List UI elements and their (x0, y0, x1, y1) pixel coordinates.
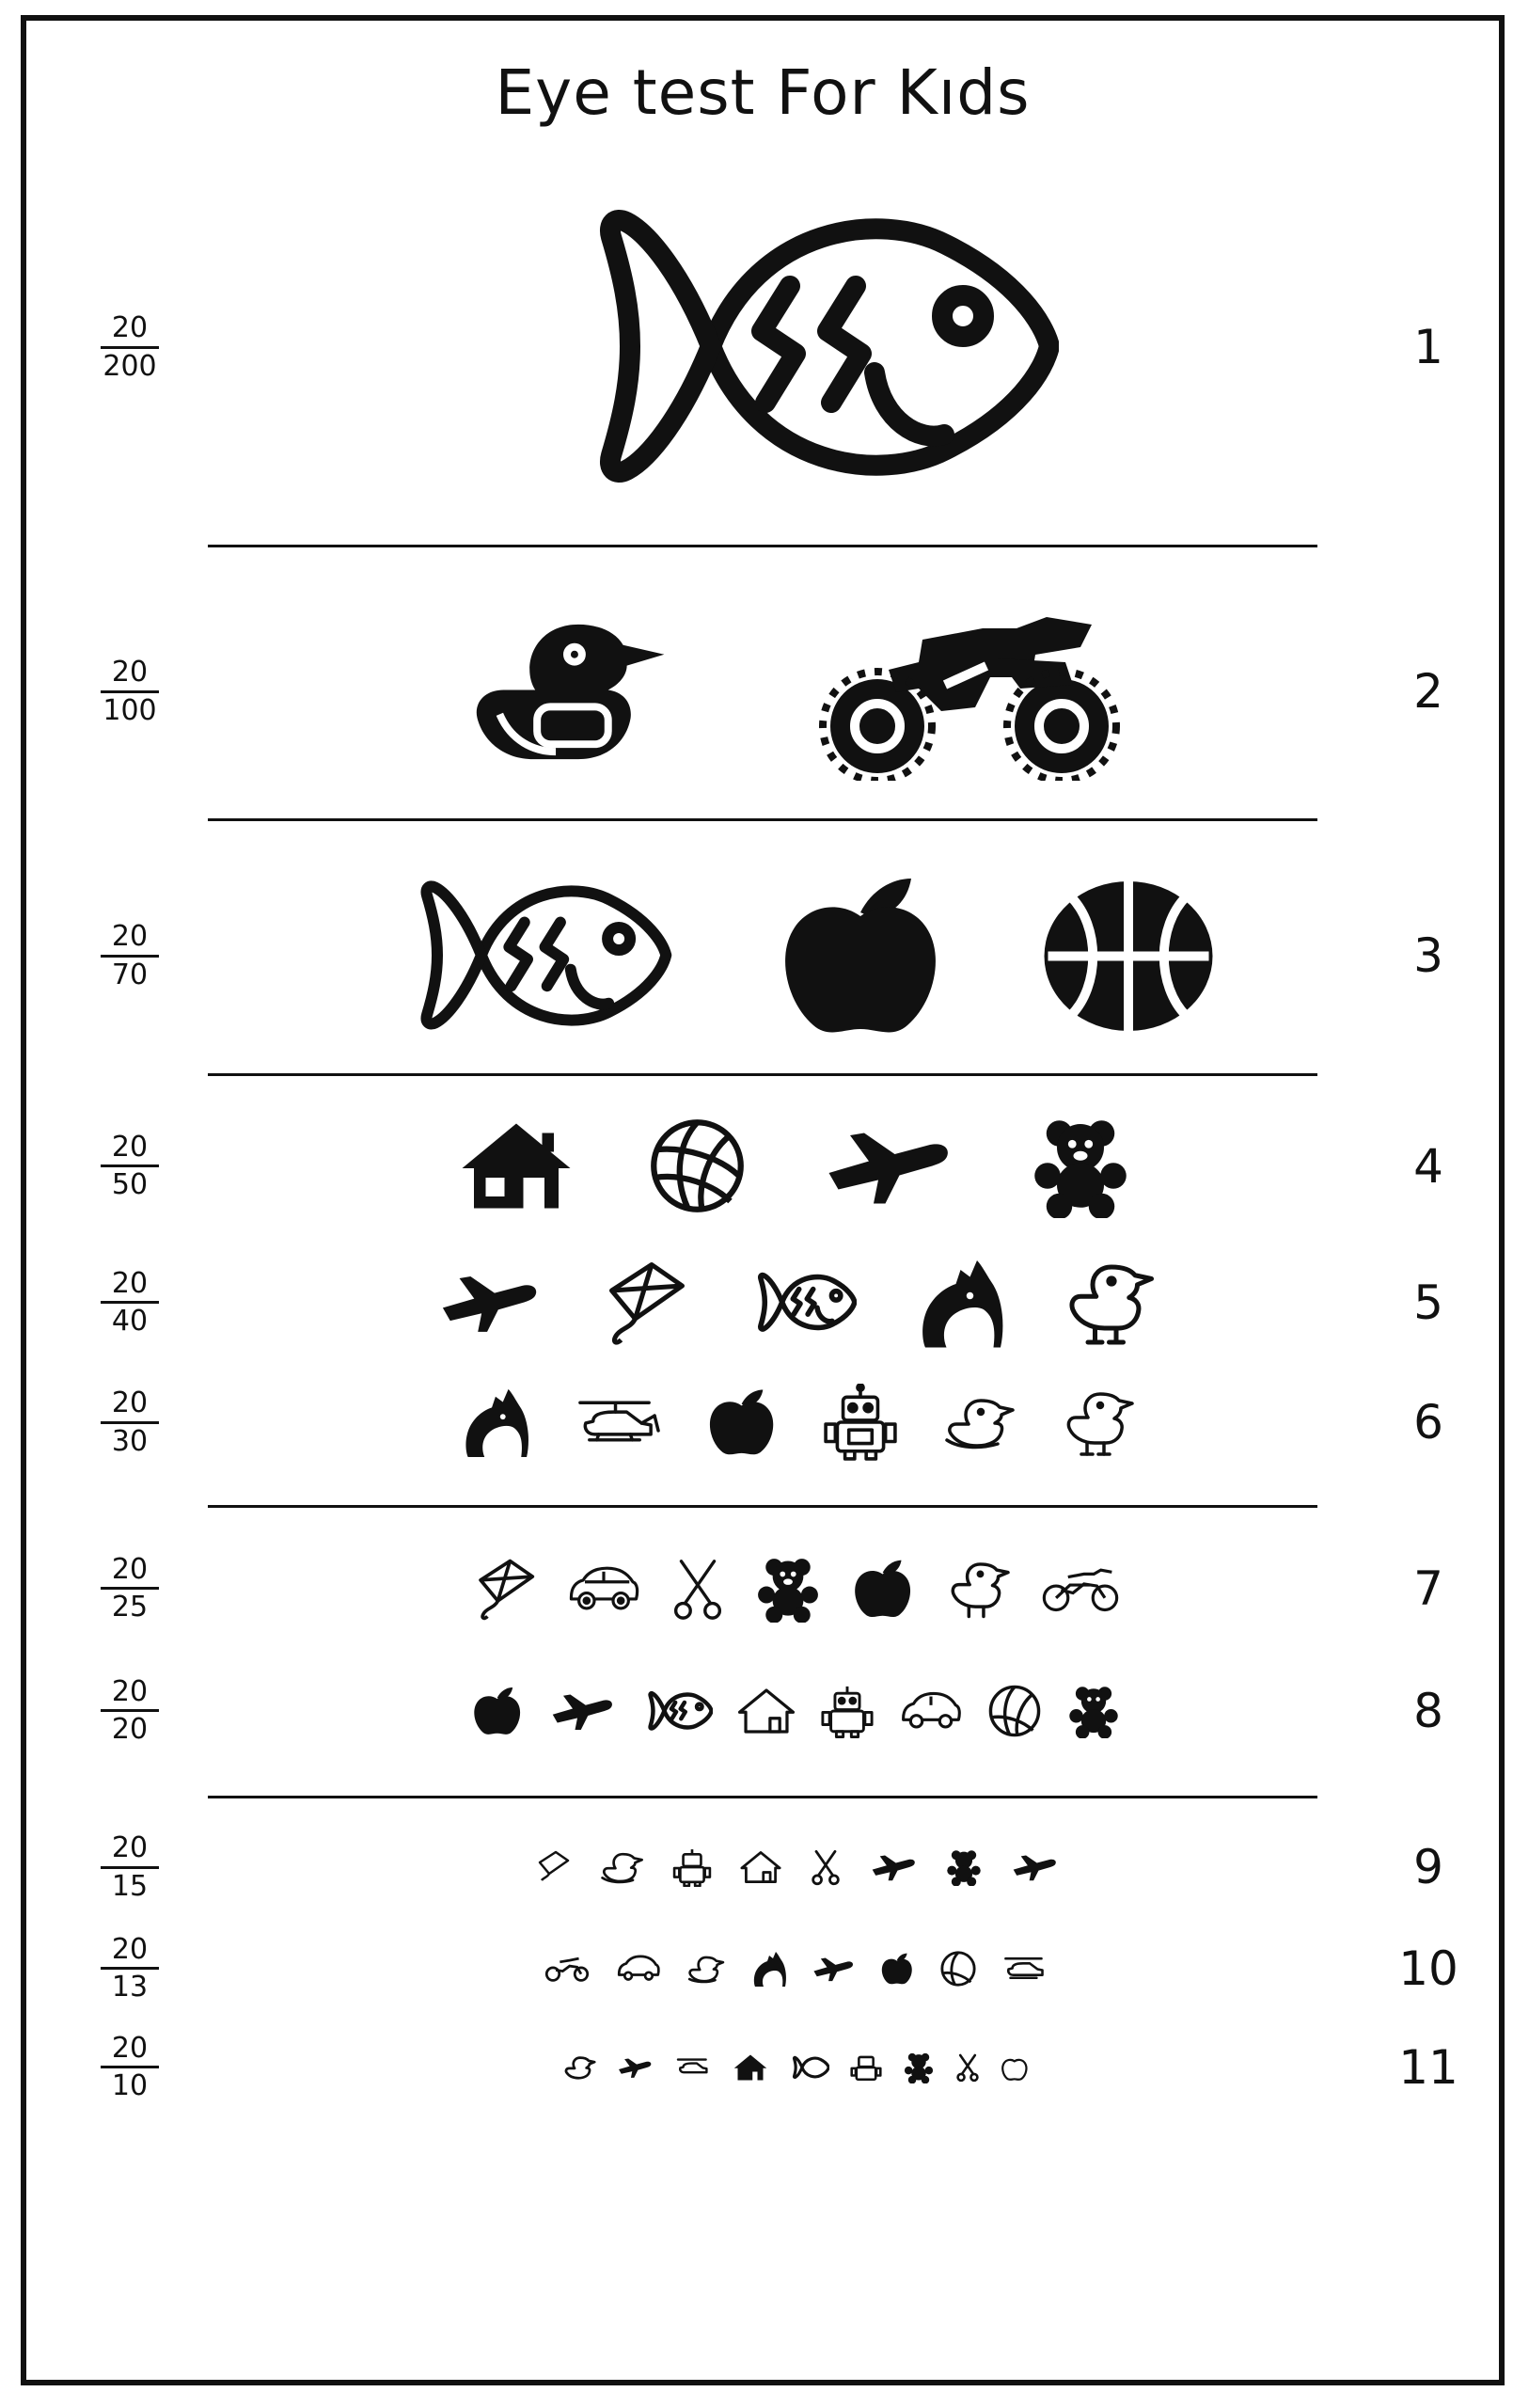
duck-icon (941, 1393, 1017, 1451)
eye-chart-body (26, 21, 1499, 2380)
house-icon (737, 1685, 796, 1737)
scissors-icon (670, 1556, 726, 1622)
line-number-3: 3 (1413, 928, 1443, 983)
airplane-icon (617, 2055, 653, 2080)
fraction-bar (101, 2066, 159, 2068)
kite-icon (533, 1848, 571, 1886)
chart-row-6 (26, 1366, 1499, 1479)
chart-row-11 (26, 2018, 1499, 2116)
line-number-10: 10 (1398, 1941, 1458, 1996)
acuity-denominator: 70 (111, 958, 149, 991)
airplane-icon (437, 1267, 541, 1338)
duck-icon (599, 1849, 644, 1885)
acuity-denominator: 25 (111, 1591, 149, 1624)
acuity-denominator: 15 (111, 1869, 149, 1903)
line-number-9: 9 (1413, 1840, 1443, 1894)
car-icon (616, 1952, 661, 1986)
volleyball-icon (987, 1684, 1042, 1738)
acuity-denominator: 50 (111, 1168, 149, 1201)
car-icon (566, 1560, 641, 1617)
horse-icon (749, 1950, 787, 1988)
optotype-group-8 (233, 1684, 1358, 1738)
acuity-denominator: 10 (111, 2069, 149, 2102)
scissors-icon (955, 2052, 980, 2083)
apple-icon (772, 871, 951, 1040)
line-number-8: 8 (1413, 1683, 1443, 1738)
airplane-icon (812, 1954, 855, 1984)
acuity-label-1 (26, 313, 233, 381)
acuity-label-4 (26, 1130, 233, 1201)
chart-row-3 (26, 838, 1499, 1073)
acuity-label-11 (26, 2031, 233, 2102)
acuity-numerator: 20 (111, 1266, 149, 1300)
acuity-denominator: 30 (111, 1424, 149, 1458)
eye-chart-frame (21, 15, 1505, 2385)
chart-row-10 (26, 1919, 1499, 2018)
optotype-group-5 (233, 1256, 1358, 1350)
chart-row-9 (26, 1815, 1499, 1919)
chart-rows (26, 150, 1499, 2116)
page-title: Eye test For Kıds (495, 56, 1031, 129)
optotype-group-2 (233, 602, 1358, 781)
duck-icon (686, 1953, 725, 1985)
teddy-bear-icon (1029, 1115, 1132, 1218)
fraction-bar (101, 1866, 159, 1869)
acuity-numerator: 20 (111, 1674, 149, 1708)
fraction-bar (101, 1587, 159, 1590)
apple-icon (470, 1685, 525, 1737)
robot-icon (850, 2052, 882, 2083)
robot-icon (822, 1384, 899, 1461)
teddy-bear-icon (945, 1848, 983, 1886)
chart-row-8 (26, 1652, 1499, 1769)
chart-row-5 (26, 1239, 1499, 1366)
fish-icon (639, 1688, 713, 1734)
robot-icon (672, 1847, 712, 1887)
acuity-denominator: 20 (111, 1713, 149, 1746)
duck-icon (562, 2054, 596, 2081)
fraction-bar (101, 1301, 159, 1304)
line-number-1: 1 (1413, 320, 1443, 374)
motorcycle-icon (1038, 1562, 1123, 1615)
fraction-bar (101, 1164, 159, 1167)
optotype-group-11 (233, 2052, 1358, 2083)
acuity-label-3 (26, 922, 233, 990)
optotype-group-10 (233, 1950, 1358, 1988)
acuity-numerator: 20 (111, 1386, 149, 1419)
motorcycle-icon (543, 1954, 591, 1984)
acuity-label-9 (26, 1833, 233, 1901)
acuity-label-6 (26, 1388, 233, 1456)
fraction-bar (101, 690, 159, 693)
acuity-denominator: 40 (111, 1305, 149, 1338)
line-number-7: 7 (1413, 1560, 1443, 1616)
optotype-group-7 (233, 1555, 1358, 1623)
acuity-numerator: 20 (111, 656, 149, 689)
airplane-icon (822, 1121, 954, 1211)
acuity-numerator: 20 (111, 1932, 149, 1966)
house-icon (460, 1117, 573, 1215)
motorcycle-icon (810, 602, 1129, 781)
acuity-label-5 (26, 1266, 233, 1338)
apple-icon (850, 1557, 916, 1621)
line-number-11: 11 (1398, 2039, 1458, 2095)
duck-icon (1059, 1386, 1134, 1458)
chart-row-4 (26, 1093, 1499, 1239)
helicopter-icon (1001, 1952, 1048, 1986)
fraction-bar (101, 955, 159, 958)
helicopter-icon (673, 2054, 713, 2081)
fraction-bar (101, 346, 159, 349)
horse-icon (457, 1386, 530, 1459)
acuity-numerator: 20 (111, 920, 149, 953)
kite-icon (595, 1258, 689, 1347)
chart-row-1 (26, 150, 1499, 545)
acuity-denominator: 13 (111, 1971, 149, 2004)
kite-icon (468, 1556, 538, 1622)
teddy-bear-icon (754, 1555, 822, 1623)
fish-icon (372, 871, 683, 1040)
optotype-group-4 (233, 1115, 1358, 1218)
optotype-group-3 (233, 871, 1358, 1040)
airplane-icon (870, 1850, 917, 1884)
fish-icon (744, 1267, 857, 1338)
airplane-icon (549, 1687, 615, 1735)
apple-icon (1001, 2053, 1029, 2082)
acuity-denominator: 200 (102, 349, 157, 383)
acuity-numerator: 20 (111, 1130, 149, 1164)
acuity-label-2 (26, 657, 233, 725)
acuity-label-10 (26, 1932, 233, 2004)
car-icon (899, 1687, 963, 1735)
line-number-5: 5 (1413, 1275, 1443, 1330)
line-number-6: 6 (1413, 1395, 1443, 1450)
acuity-label-7 (26, 1552, 233, 1624)
acuity-numerator: 20 (111, 1831, 149, 1864)
acuity-label-8 (26, 1674, 233, 1746)
airplane-icon (1011, 1850, 1058, 1884)
scissors-icon (810, 1848, 842, 1886)
volleyball-icon (648, 1117, 747, 1215)
acuity-numerator: 20 (111, 2031, 149, 2065)
duck-icon (1060, 1258, 1154, 1347)
apple-icon (704, 1386, 780, 1459)
robot-icon (820, 1684, 875, 1738)
line-number-2: 2 (1413, 664, 1443, 719)
teddy-bear-icon (903, 2052, 935, 2083)
optotype-group-1 (233, 192, 1358, 502)
optotype-group-6 (233, 1384, 1358, 1461)
fish-icon (532, 192, 1059, 502)
chart-row-2 (26, 564, 1499, 818)
optotype-group-9 (233, 1847, 1358, 1887)
acuity-numerator: 20 (111, 1552, 149, 1586)
apple-icon (879, 1951, 915, 1987)
fish-icon (788, 2055, 829, 2080)
horse-icon (911, 1256, 1005, 1350)
fraction-bar (101, 1709, 159, 1712)
duck-icon (944, 1558, 1010, 1620)
volleyball-icon (939, 1950, 977, 1988)
basketball-icon (1040, 874, 1219, 1038)
acuity-numerator: 20 (111, 311, 149, 344)
line-number-4: 4 (1413, 1138, 1443, 1194)
duck-icon (462, 610, 669, 774)
fraction-bar (101, 1967, 159, 1970)
teddy-bear-icon (1066, 1684, 1121, 1738)
helicopter-icon (573, 1389, 662, 1455)
fraction-bar (101, 1421, 159, 1424)
chart-row-7 (26, 1525, 1499, 1652)
house-icon (740, 1848, 781, 1886)
house-icon (733, 2052, 767, 2083)
acuity-denominator: 100 (102, 693, 157, 727)
